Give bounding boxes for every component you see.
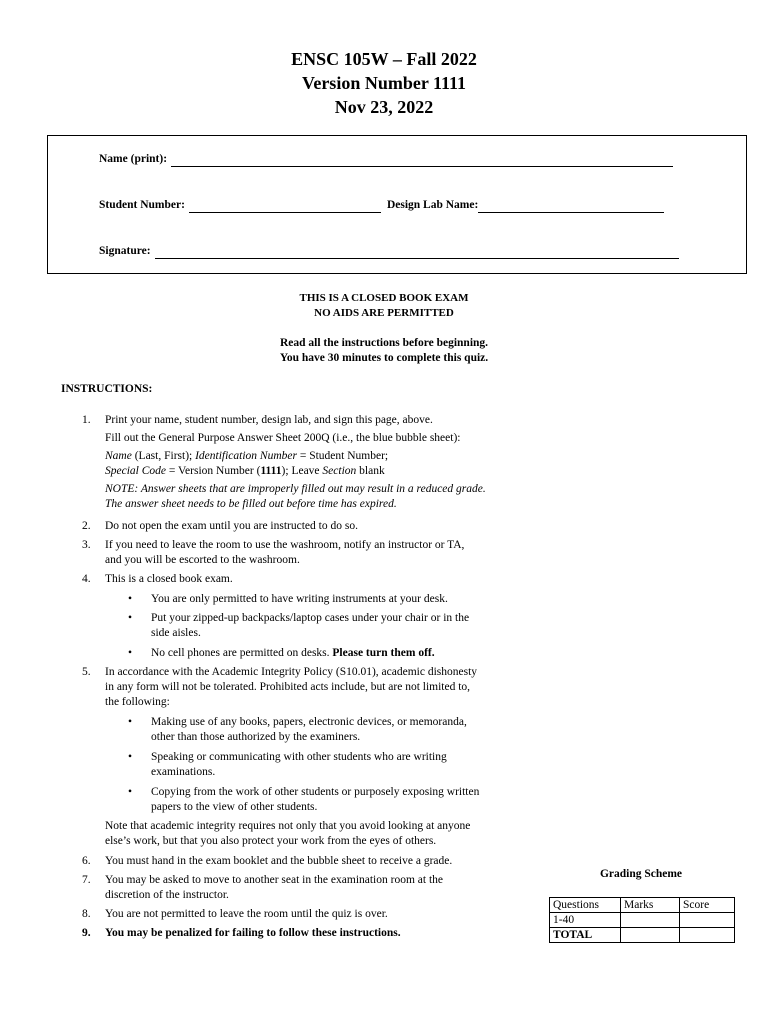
table-row [550, 913, 735, 928]
item-number: 9. [82, 927, 91, 939]
bullet-emphasis: Please turn them off. [332, 647, 435, 659]
bullet-icon: • [128, 647, 133, 659]
instruction-item-8 [82, 907, 542, 922]
student-number-field [99, 198, 664, 213]
item-text: You are not permitted to leave the room until the quiz is over. [105, 908, 388, 920]
table-row-total [550, 928, 735, 943]
bullet-text: You are only permitted to have writing instruments at your desk. [151, 593, 448, 605]
bullet-item [128, 785, 538, 815]
name-line [171, 153, 673, 167]
exam-date: Nov 23, 2022 [334, 97, 434, 117]
closed-book-notice: THIS IS A CLOSED BOOK EXAM [299, 292, 469, 304]
bullet-icon: • [128, 751, 133, 763]
bullet-icon: • [128, 612, 133, 624]
item-text: Do not open the exam until you are instructed to do so. [105, 520, 358, 532]
instruction-item-3 [82, 538, 542, 568]
instruction-item-4 [82, 572, 542, 587]
note-text: Note that academic integrity requires not only that you avoid looking at anyone [105, 820, 471, 832]
special-code-value: 1111 [260, 465, 282, 477]
bullet-text: Put your zipped-up backpacks/laptop cases under your chair or in the [151, 612, 470, 624]
marks-cell [621, 928, 680, 943]
bullet-item [128, 611, 538, 641]
signature-line [155, 245, 679, 259]
header-marks: Marks [621, 898, 680, 913]
item-text: the following: [105, 696, 170, 708]
marks-cell [621, 913, 680, 928]
note-text: The answer sheet needs to be filled out before time has expired. [105, 498, 397, 510]
item-text: = Version Number ( [166, 465, 261, 477]
note-text: else’s work, but that you also protect your work from the eyes of others. [105, 835, 437, 847]
answer-sheet-fields-2 [105, 464, 542, 479]
note-text: NOTE: Answer sheets that are improperly filled out may result in a reduced grade. [105, 483, 486, 495]
design-lab-label: Design Lab Name: [386, 199, 479, 211]
student-number-line [189, 199, 381, 213]
bullet-text: Making use of any books, papers, electronic devices, or memoranda, [151, 716, 467, 728]
table-header-row [550, 898, 735, 913]
instruction-item-9 [82, 926, 542, 941]
bullet-text: side aisles. [151, 627, 201, 639]
field-section-term: Section [322, 465, 357, 477]
student-info-box [47, 135, 747, 274]
item-text: In accordance with the Academic Integrity Policy (S10.01), academic dishonesty [105, 666, 478, 678]
grading-scheme-title: Grading Scheme [599, 868, 683, 880]
signature-field [99, 244, 679, 259]
read-instructions-notice: Read all the instructions before beginning. [279, 337, 489, 349]
item-text: ); Leave [281, 465, 323, 477]
bullet-icon: • [128, 786, 133, 798]
bullet-text: other than those authorized by the examiners. [151, 731, 361, 743]
version-number: Version Number 1111 [301, 73, 467, 93]
student-number-label: Student Number: [99, 199, 185, 211]
field-name-term: Name [105, 450, 132, 462]
item-number: 7. [82, 874, 91, 886]
exam-notice [0, 291, 768, 321]
item-number: 3. [82, 539, 91, 551]
item-text: Print your name, student number, design lab, and sign this page, above. [105, 414, 433, 426]
item-text: blank [356, 465, 385, 477]
item-text: You must hand in the exam booklet and the bubble sheet to receive a grade. [105, 855, 453, 867]
bullet-icon: • [128, 716, 133, 728]
bullet-item [128, 592, 538, 607]
bullet-text: Copying from the work of other students or purposely exposing written [151, 786, 480, 798]
answer-sheet-fields [105, 449, 542, 464]
item-text: discretion of the instructor. [105, 889, 229, 901]
score-cell [680, 928, 735, 943]
item-text: (Last, First); [131, 450, 196, 462]
course-title: ENSC 105W – Fall 2022 [291, 49, 477, 69]
design-lab-line [478, 199, 664, 213]
signature-label: Signature: [99, 245, 151, 257]
total-label: TOTAL [550, 928, 621, 943]
item-text: You may be asked to move to another seat in the examination room at the [105, 874, 444, 886]
item-text: If you need to leave the room to use the washroom, notify an instructor or TA, [105, 539, 465, 551]
bullet-text: papers to the view of other students. [151, 801, 318, 813]
instruction-item-2 [82, 519, 542, 534]
item-number: 5. [82, 666, 91, 678]
item-text: in any form will not be tolerated. Prohibited acts include, but are not limited to, [105, 681, 471, 693]
instruction-item-6 [82, 854, 542, 869]
no-aids-notice: NO AIDS ARE PERMITTED [314, 307, 454, 319]
item-number: 2. [82, 520, 91, 532]
item-text: = Student Number; [296, 450, 389, 462]
questions-cell: 1-40 [550, 913, 621, 928]
instruction-item-1 [82, 413, 542, 512]
header-questions: Questions [550, 898, 621, 913]
item-text: You may be penalized for failing to follow these instructions. [105, 927, 401, 939]
time-limit-notice: You have 30 minutes to complete this quiz. [279, 352, 489, 364]
bullet-text: No cell phones are permitted on desks. [151, 647, 333, 659]
instruction-item-7 [82, 873, 542, 903]
item-number: 4. [82, 573, 91, 585]
item-text: and you will be escorted to the washroom. [105, 554, 300, 566]
bullet-text: examinations. [151, 766, 216, 778]
answer-sheet-note [105, 482, 542, 512]
item-number: 8. [82, 908, 91, 920]
name-field [99, 152, 673, 167]
instructions-title: INSTRUCTIONS: [61, 383, 153, 395]
item-number: 6. [82, 855, 91, 867]
bullet-item [128, 750, 538, 780]
bullet-item [128, 715, 538, 745]
field-id-term: Identification Number [195, 450, 297, 462]
item-number: 1. [82, 414, 91, 426]
read-notice [0, 336, 768, 366]
exam-header [0, 47, 768, 119]
instruction-item-5 [82, 665, 542, 710]
score-cell [680, 913, 735, 928]
name-label: Name (print): [99, 153, 168, 165]
field-code-term: Special Code [105, 465, 166, 477]
grading-table [549, 897, 735, 943]
header-score: Score [680, 898, 735, 913]
bullet-icon: • [128, 593, 133, 605]
bullet-text: Speaking or communicating with other students who are writing [151, 751, 447, 763]
item-text: This is a closed book exam. [105, 573, 233, 585]
bullet-item [128, 646, 538, 661]
item-text: Fill out the General Purpose Answer Sheet 200Q (i.e., the blue bubble sheet): [105, 432, 461, 444]
integrity-note [82, 819, 542, 849]
